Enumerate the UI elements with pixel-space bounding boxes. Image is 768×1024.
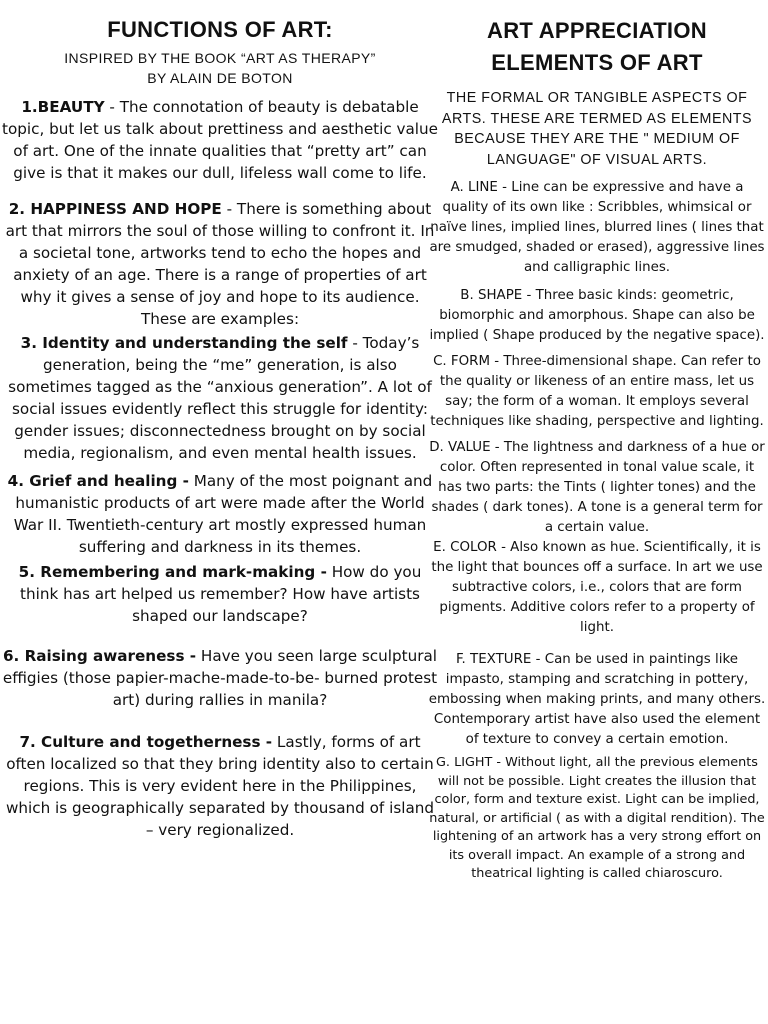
function-heading: 3. Identity and understanding the self [20, 334, 348, 352]
element-form: C. FORM - Three-dimensional shape. Can refer to the quality or likeness of an entire mass, let us say; the form of a woman. It employs several techniques like shading, perspective and lighting. [430, 354, 764, 429]
function-heading: 2. HAPPINESS AND HOPE [8, 200, 222, 218]
function-heading: 4. Grief and healing - [7, 472, 189, 490]
functions-subtitle-line2: BY ALAIN DE BOTON [147, 70, 293, 86]
function-text: Lastly, forms of art often localized so that they bring identity also to certain regions. This is very evident here in the Philippines, which is geographically separated by thousand of island – very regionalized. [5, 733, 435, 839]
element-light: G. LIGHT - Without light, all the previous elements will not be possible. Light creates the illusion that color, form and texture exist. Light can be implied, natural, or artificial ( as with a digital rendition). The lightening of an artwork has a very strong effort on its overall impact. An example of a strong and theatrical lighting is called chiaroscuro. [429, 755, 765, 881]
function-item-happiness-and-hope [0, 198, 440, 330]
element-value: D. VALUE - The lightness and darkness of a hue or color. Often represented in tonal value scale, it has two parts: the Tints ( lighter tones) and the shades ( dark tones). A tone is a general term for a certain value. [429, 440, 765, 535]
function-text: Many of the most poignant and humanistic products of art were made after the World War II. Twentieth-century art mostly expressed human suffering and darkness in its themes. [13, 472, 433, 556]
function-item-raising-awareness [0, 645, 440, 711]
element-line: A. LINE - Line can be expressive and have a quality of its own like : Scribbles, whimsical or naïve lines, implied lines, blurred lines ( lines that are smudged, shaded or erased), aggressive lines and calligraphic lines. [429, 180, 765, 275]
function-heading: 5. Remembering and mark-making - [18, 563, 327, 581]
function-text: Have you seen large sculptural effigies (those papier-mache-made-to-be- burned protest art) during rallies in manila? [2, 647, 438, 709]
function-text: - The connotation of beauty is debatable topic, but let us talk about prettiness and aesthetic value of art. One of the innate qualities that “pretty art” can give is that it makes our dull, lifeless wall come to life. [2, 98, 438, 182]
elements-title-line2: ELEMENTS OF ART [491, 50, 703, 75]
elements-column [426, 0, 768, 884]
function-item-remembering [0, 561, 440, 627]
function-text: - Today’s generation, being the “me” generation, is also sometimes tagged as the “anxious generation”. A lot of social issues evidently reflect this struggle for identity: gender issues; disconnectedness brought on by social media, regionalism, and even mental health issues. [8, 334, 432, 462]
element-texture: F. TEXTURE - Can be used in paintings like impasto, stamping and scratching in pottery, embossing when making prints, and many others. Contemporary artist have also used the element of texture to convey a certain emotion. [428, 652, 766, 747]
function-heading: 7. Culture and togetherness - [19, 733, 273, 751]
function-item-grief-and-healing [0, 470, 440, 558]
function-item-beauty [0, 96, 440, 184]
element-shape: B. SHAPE - Three basic kinds: geometric, biomorphic and amorphous. Shape can also be implied ( Shape produced by the negative space). [429, 288, 765, 343]
function-item-culture [0, 731, 440, 841]
element-color: E. COLOR - Also known as hue. Scientifically, it is the light that bounces off a surface. In art we use subtractive colors, i.e., colors that are form pigments. Additive colors refer to a property of light. [431, 540, 763, 635]
elements-title-line1: ART APPRECIATION [487, 18, 707, 43]
elements-intro: THE FORMAL OR TANGIBLE ASPECTS OF ARTS. THESE ARE TERMED AS ELEMENTS BECAUSE THEY ARE THE " MEDIUM OF LANGUAGE" OF VISUAL ARTS. [441, 90, 753, 168]
function-text: How do you think has art helped us remember? How have artists shaped our landscape? [20, 563, 422, 625]
function-item-identity [0, 332, 440, 464]
function-heading: 1.BEAUTY [21, 98, 105, 116]
functions-column [0, 0, 440, 841]
functions-subtitle-line1: INSPIRED BY THE BOOK “ART AS THERAPY” [64, 50, 376, 66]
function-text: - There is something about art that mirrors the soul of those willing to confront it. In a societal tone, artworks tend to echo the hopes and anxiety of an age. There is a range of properties of art why it gives a sense of joy and hope to its audience. These are examples: [5, 200, 435, 328]
functions-title: FUNCTIONS OF ART: [107, 17, 333, 42]
function-heading: 6. Raising awareness - [2, 647, 197, 665]
